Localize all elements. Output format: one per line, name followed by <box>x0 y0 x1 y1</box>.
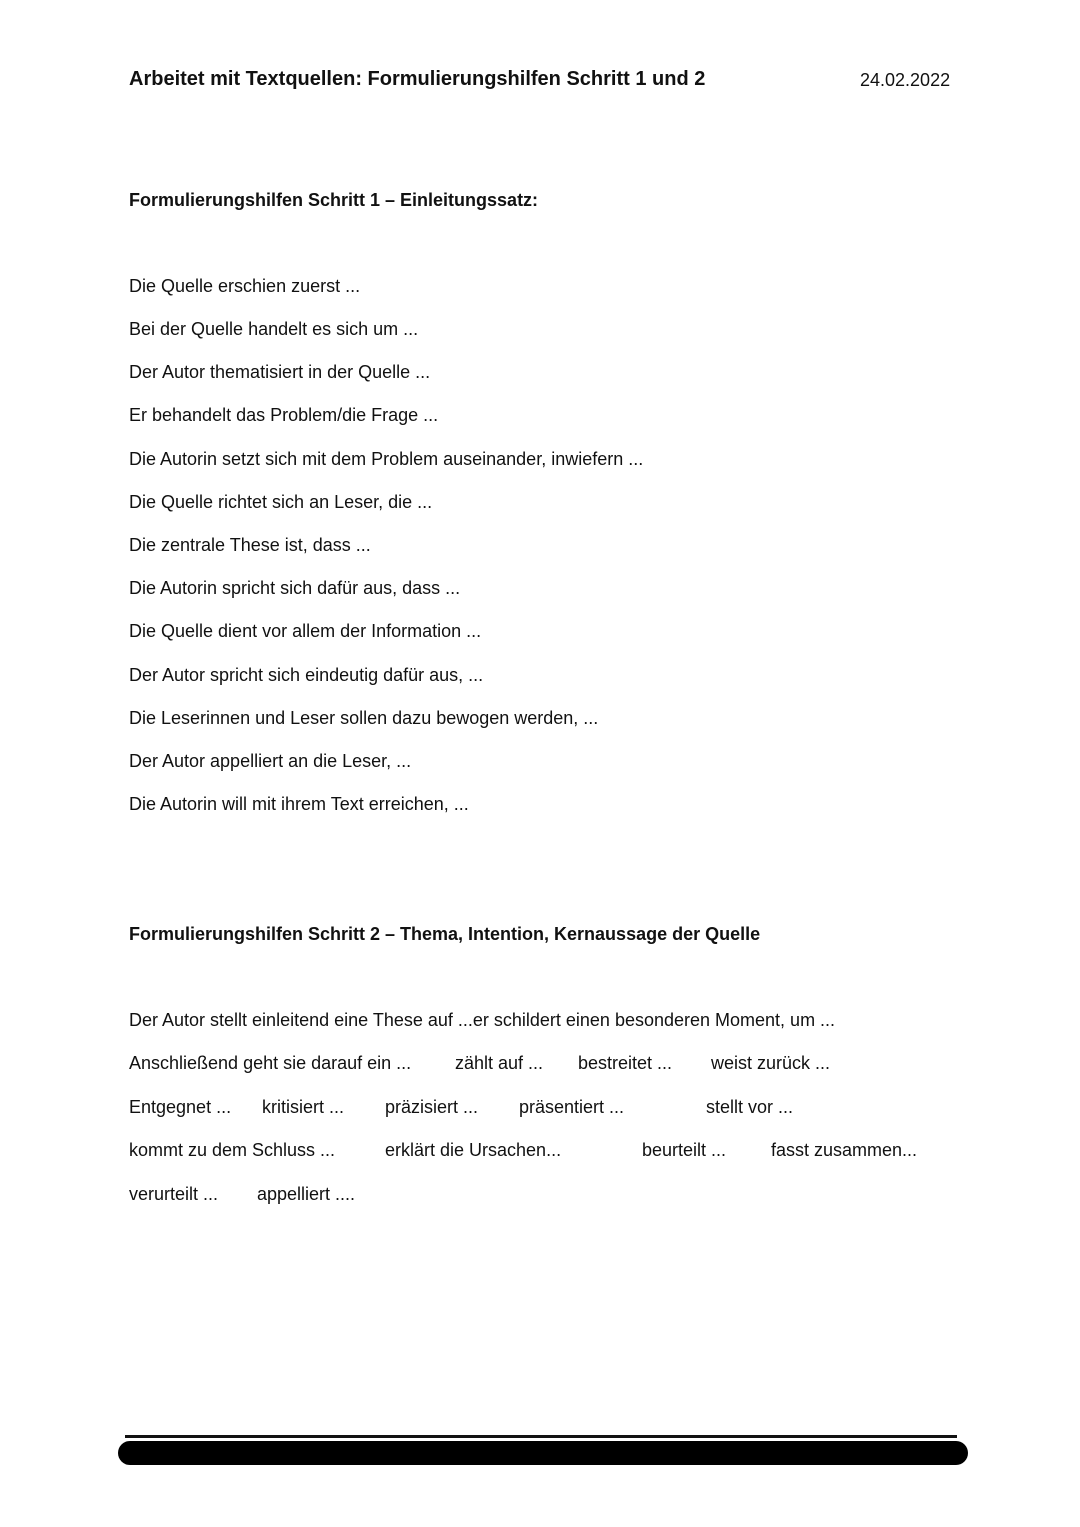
list-item: Die Autorin setzt sich mit dem Problem auseinander, inwiefern ... <box>129 449 644 469</box>
footer-divider <box>125 1435 957 1438</box>
phrase-item: verurteilt ... <box>129 1184 219 1204</box>
phrase-item: stellt vor ... <box>706 1097 794 1117</box>
phrase-item: appelliert .... <box>257 1184 356 1204</box>
phrase-item: Anschließend geht sie darauf ein ... <box>129 1053 412 1073</box>
phrase-item: kommt zu dem Schluss ... <box>129 1140 336 1160</box>
phrase-item: weist zurück ... <box>711 1053 831 1073</box>
list-item: Der Autor appelliert an die Leser, ... <box>129 751 412 771</box>
phrase-item: erklärt die Ursachen... <box>385 1140 562 1160</box>
list-item: Die Quelle dient vor allem der Information ... <box>129 621 482 641</box>
phrase-item: beurteilt ... <box>642 1140 727 1160</box>
list-item: Die Quelle richtet sich an Leser, die ... <box>129 492 433 512</box>
list-item: Der Autor spricht sich eindeutig dafür aus, ... <box>129 665 484 685</box>
phrase-item: bestreitet ... <box>578 1053 673 1073</box>
document-date: 24.02.2022 <box>860 70 951 90</box>
phrase-item: fasst zusammen... <box>771 1140 918 1160</box>
list-item: Die Leserinnen und Leser sollen dazu bewogen werden, ... <box>129 708 599 728</box>
list-item: Die Autorin will mit ihrem Text erreichen, ... <box>129 794 469 814</box>
document-title: Arbeitet mit Textquellen: Formulierungshilfen Schritt 1 und 2 <box>129 68 706 90</box>
phrase-item: präsentiert ... <box>519 1097 625 1117</box>
list-item: Er behandelt das Problem/die Frage ... <box>129 405 439 425</box>
phrase-item: zählt auf ... <box>455 1053 544 1073</box>
list-item: Der Autor thematisiert in der Quelle ... <box>129 362 431 382</box>
footer-bar <box>118 1441 968 1465</box>
section2-heading: Formulierungshilfen Schritt 2 – Thema, Intention, Kernaussage der Quelle <box>129 924 761 944</box>
phrase-item: Entgegnet ... <box>129 1097 232 1117</box>
phrase-line: Der Autor stellt einleitend eine These auf ...er schildert einen besonderen Moment, um ... <box>129 1010 836 1030</box>
phrase-item: kritisiert ... <box>262 1097 345 1117</box>
section1-heading: Formulierungshilfen Schritt 1 – Einleitungssatz: <box>129 190 539 210</box>
list-item: Die Quelle erschien zuerst ... <box>129 276 361 296</box>
list-item: Die zentrale These ist, dass ... <box>129 535 371 555</box>
list-item: Die Autorin spricht sich dafür aus, dass ... <box>129 578 461 598</box>
list-item: Bei der Quelle handelt es sich um ... <box>129 319 419 339</box>
phrase-item: präzisiert ... <box>385 1097 479 1117</box>
